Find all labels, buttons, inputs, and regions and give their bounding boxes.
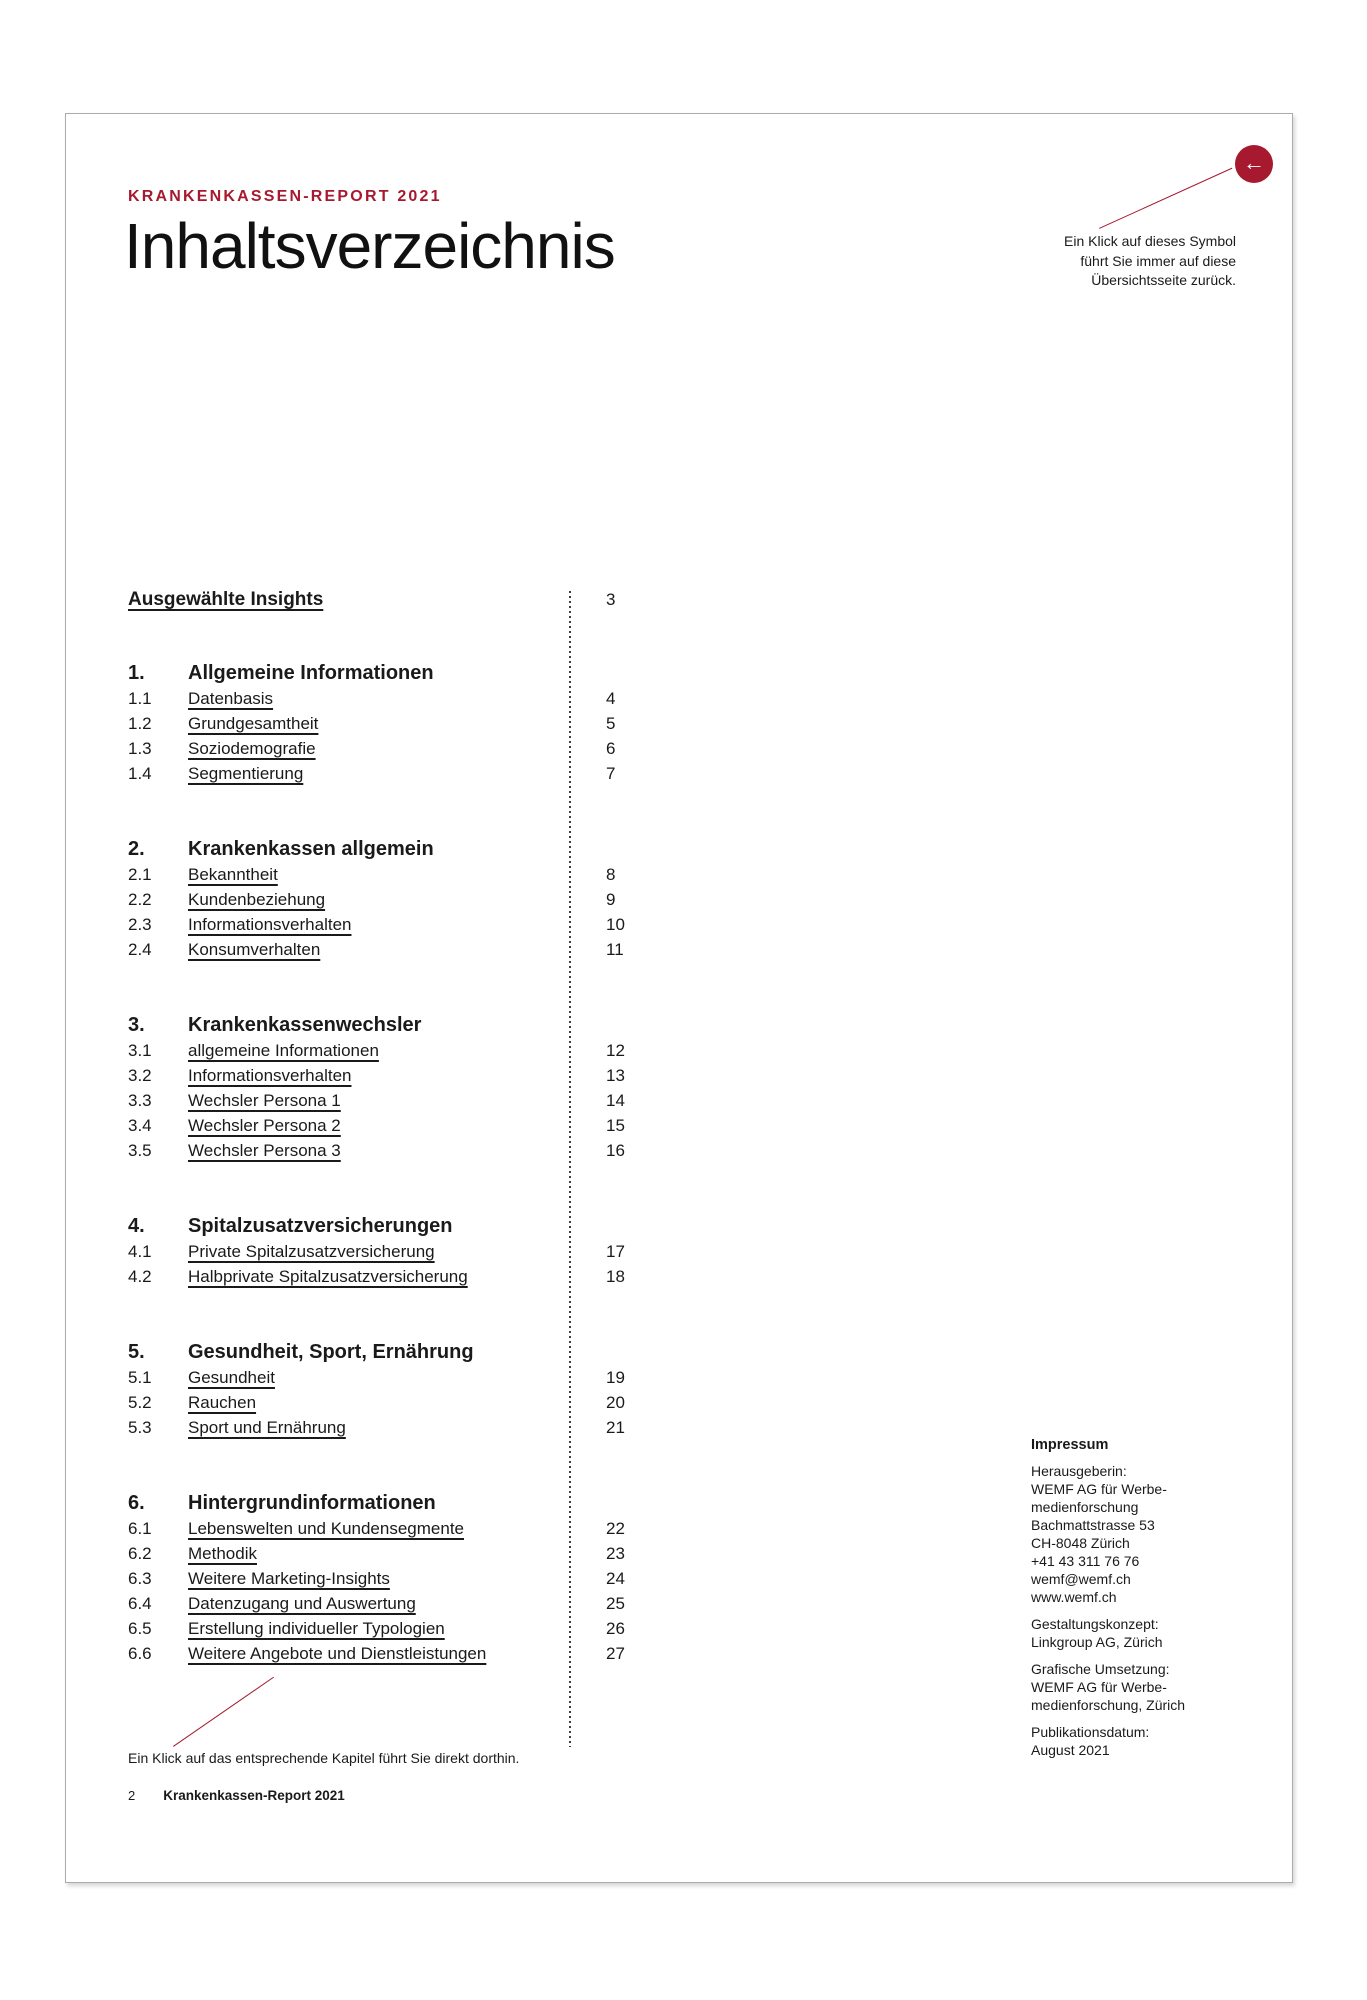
- back-note: [1064, 232, 1236, 291]
- document-page: [65, 113, 1293, 1883]
- toc-row: [128, 1063, 688, 1088]
- toc-item-number: 5.2: [128, 1393, 152, 1412]
- footer-note-pointer-line: [173, 1677, 274, 1747]
- toc-item-link[interactable]: Weitere Angebote und Dienstleistungen: [188, 1644, 487, 1663]
- impressum-line: www.wemf.ch: [1031, 1589, 1117, 1605]
- toc-section: [128, 1339, 688, 1440]
- impressum-line: WEMF AG für Werbe-: [1031, 1481, 1167, 1497]
- toc-item-number: 3.4: [128, 1116, 152, 1135]
- toc-item-number: 2.1: [128, 865, 152, 884]
- toc-section-header: [128, 660, 688, 686]
- toc-item-link[interactable]: Konsumverhalten: [188, 940, 321, 959]
- toc-item-link[interactable]: Private Spitalzusatzversicherung: [188, 1242, 435, 1261]
- toc-page-number: 19: [606, 1368, 625, 1387]
- impressum-line: Gestaltungskonzept:: [1031, 1616, 1159, 1632]
- toc-row: [128, 1113, 688, 1138]
- toc-page-number: 18: [606, 1267, 625, 1286]
- toc-item-link[interactable]: Wechsler Persona 3: [188, 1141, 341, 1160]
- toc-item-link[interactable]: Sport und Ernährung: [188, 1418, 346, 1437]
- toc-page-number: 21: [606, 1418, 625, 1437]
- toc-page-number: 8: [606, 865, 616, 884]
- toc-item-link[interactable]: Erstellung individueller Typologien: [188, 1619, 445, 1638]
- impressum-line: Grafische Umsetzung:: [1031, 1661, 1170, 1677]
- toc-item-number: 4.1: [128, 1242, 152, 1261]
- back-note-line: Ein Klick auf dieses Symbol: [1064, 233, 1236, 249]
- impressum-line: Publikationsdatum:: [1031, 1724, 1150, 1740]
- toc-row: [128, 1415, 688, 1440]
- toc-row: [128, 912, 688, 937]
- left-arrow-icon: ←: [1243, 150, 1265, 175]
- toc-section-number: 6.: [128, 1492, 145, 1514]
- toc-item-number: 4.2: [128, 1267, 152, 1286]
- dotted-divider: [569, 591, 571, 1747]
- toc-item-link[interactable]: Rauchen: [188, 1393, 257, 1412]
- toc-item-number: 5.3: [128, 1418, 152, 1437]
- impressum-line: +41 43 311 76 76: [1031, 1553, 1140, 1569]
- toc-item-number: 1.4: [128, 764, 152, 783]
- toc-section-title: Hintergrundinformationen: [188, 1492, 436, 1514]
- impressum-line: August 2021: [1031, 1742, 1110, 1758]
- toc-section-title: Krankenkassenwechsler: [188, 1014, 422, 1036]
- toc-section-header: [128, 1339, 688, 1365]
- back-note-line: führt Sie immer auf diese: [1080, 252, 1236, 269]
- toc-page-number: 24: [606, 1569, 625, 1588]
- toc-section-number: 2.: [128, 838, 145, 860]
- impressum-line: medienforschung, Zürich: [1031, 1697, 1186, 1713]
- toc-item-number: 6.5: [128, 1619, 152, 1638]
- toc-item-number: 6.4: [128, 1594, 152, 1613]
- impressum: [1031, 1436, 1261, 1768]
- toc-page-number: 25: [606, 1594, 625, 1613]
- toc-page-number: 4: [606, 689, 616, 708]
- toc-item-link[interactable]: Datenzugang und Auswertung: [188, 1594, 416, 1613]
- toc-section: [128, 1213, 688, 1289]
- toc-row: [128, 1541, 688, 1566]
- toc-item-link[interactable]: Segmentierung: [188, 764, 304, 783]
- toc-item-number: 3.3: [128, 1091, 152, 1110]
- toc-item-link[interactable]: Soziodemografie: [188, 739, 316, 758]
- toc-item-number: 1.1: [128, 689, 152, 708]
- toc-item-number: 3.5: [128, 1141, 152, 1160]
- footer-page-number: 2: [128, 1788, 136, 1803]
- impressum-paragraphs: [1031, 1462, 1261, 1759]
- toc-page-number: 10: [606, 915, 625, 934]
- toc-page-number: 14: [606, 1091, 625, 1110]
- toc-row: [128, 686, 688, 711]
- toc-row: [128, 862, 688, 887]
- footer-report-title: Krankenkassen-Report 2021: [163, 1788, 345, 1803]
- impressum-line: WEMF AG für Werbe-: [1031, 1679, 1167, 1695]
- toc-section: [128, 1490, 688, 1666]
- impressum-title: Impressum: [1031, 1437, 1109, 1453]
- toc-row: [128, 1239, 688, 1264]
- toc-item-number: 2.2: [128, 890, 152, 909]
- toc-item-number: 3.2: [128, 1066, 152, 1085]
- toc-row: [128, 887, 688, 912]
- toc-item-link[interactable]: Wechsler Persona 1: [188, 1091, 341, 1110]
- toc-insights-link[interactable]: Ausgewählte Insights: [128, 589, 324, 610]
- toc-page-number: 20: [606, 1393, 625, 1412]
- toc-item-number: 6.1: [128, 1519, 152, 1538]
- toc-page-number: 13: [606, 1066, 625, 1085]
- toc-page-number: 7: [606, 764, 616, 783]
- report-kicker: KRANKENKASSEN-REPORT 2021: [128, 188, 442, 205]
- toc-item-link[interactable]: Datenbasis: [188, 689, 274, 708]
- toc-item-link[interactable]: Halbprivate Spitalzusatzversicherung: [188, 1267, 468, 1286]
- impressum-line: Bachmattstrasse 53: [1031, 1517, 1155, 1533]
- toc-item-link[interactable]: Methodik: [188, 1544, 257, 1563]
- toc-insights-row: [128, 587, 688, 612]
- toc-item-number: 2.4: [128, 940, 152, 959]
- impressum-line: wemf@wemf.ch: [1031, 1571, 1131, 1587]
- toc-section-title: Spitalzusatzversicherungen: [188, 1215, 453, 1237]
- toc-item-number: 1.3: [128, 739, 152, 758]
- impressum-line: medienforschung: [1031, 1499, 1139, 1515]
- impressum-paragraph: [1031, 1615, 1261, 1651]
- toc-section-number: 4.: [128, 1215, 145, 1237]
- toc-row: [128, 736, 688, 761]
- back-button[interactable]: [1235, 145, 1273, 183]
- toc-section: [128, 660, 688, 786]
- back-note-line: Übersichtsseite zurück.: [1091, 272, 1236, 288]
- toc-section: [128, 1012, 688, 1163]
- toc-page-number: 3: [606, 590, 616, 609]
- toc-item-number: 6.6: [128, 1644, 152, 1663]
- toc-item-number: 5.1: [128, 1368, 152, 1387]
- toc-row: [128, 761, 688, 786]
- toc-page-number: 23: [606, 1544, 625, 1563]
- toc-page-number: 27: [606, 1644, 625, 1663]
- toc-page-number: 12: [606, 1041, 625, 1060]
- footer-note: Ein Klick auf das entsprechende Kapitel führt Sie direkt dorthin.: [128, 1750, 520, 1766]
- toc-item-link[interactable]: Lebenswelten und Kundensegmente: [188, 1519, 464, 1538]
- toc-section-header: [128, 1490, 688, 1516]
- toc-row: [128, 1138, 688, 1163]
- toc-row: [128, 1566, 688, 1591]
- toc-row: [128, 1365, 688, 1390]
- toc-section: [128, 836, 688, 962]
- table-of-contents: [128, 587, 688, 1666]
- toc-row: [128, 1591, 688, 1616]
- toc-page-number: 26: [606, 1619, 625, 1638]
- toc-page-number: 6: [606, 739, 616, 758]
- toc-item-number: 3.1: [128, 1041, 152, 1060]
- toc-row: [128, 711, 688, 736]
- toc-item-link[interactable]: Weitere Marketing-Insights: [188, 1569, 390, 1588]
- toc-item-link[interactable]: Informationsverhalten: [188, 1066, 352, 1085]
- toc-item-link[interactable]: Gesundheit: [188, 1368, 275, 1387]
- impressum-paragraph: [1031, 1723, 1261, 1759]
- page-footer: [128, 1788, 345, 1803]
- toc-page-number: 16: [606, 1141, 625, 1160]
- toc-item-number: 1.2: [128, 714, 152, 733]
- toc-section-number: 5.: [128, 1341, 145, 1363]
- impressum-line: Linkgroup AG, Zürich: [1031, 1634, 1163, 1650]
- toc-row: [128, 1038, 688, 1063]
- toc-section-title: Krankenkassen allgemein: [188, 838, 434, 860]
- toc-item-link[interactable]: Kundenbeziehung: [188, 890, 326, 909]
- impressum-line: Herausgeberin:: [1031, 1463, 1127, 1479]
- toc-item-link[interactable]: Wechsler Persona 2: [188, 1116, 341, 1135]
- toc-section-number: 1.: [128, 662, 145, 684]
- toc-item-number: 6.2: [128, 1544, 152, 1563]
- toc-section-header: [128, 1213, 688, 1239]
- toc-row: [128, 1516, 688, 1541]
- toc-row: [128, 1264, 688, 1289]
- toc-page-number: 15: [606, 1116, 625, 1135]
- toc-item-link[interactable]: Informationsverhalten: [188, 915, 352, 934]
- toc-item-link[interactable]: allgemeine Informationen: [188, 1041, 379, 1060]
- toc-page-number: 9: [606, 890, 616, 909]
- toc-row: [128, 1088, 688, 1113]
- toc-section-title: Allgemeine Informationen: [188, 662, 434, 684]
- toc-page-number: 5: [606, 714, 616, 733]
- toc-page-number: 22: [606, 1519, 625, 1538]
- impressum-paragraph: [1031, 1462, 1261, 1606]
- toc-item-number: 2.3: [128, 915, 152, 934]
- toc-section-title: Gesundheit, Sport, Ernährung: [188, 1341, 474, 1363]
- toc-page-number: 17: [606, 1242, 625, 1261]
- toc-row: [128, 1641, 688, 1666]
- toc-sections: [128, 660, 688, 1666]
- toc-section-header: [128, 1012, 688, 1038]
- toc-section-number: 3.: [128, 1014, 145, 1036]
- impressum-line: CH-8048 Zürich: [1031, 1535, 1130, 1551]
- back-note-pointer-line: [1099, 168, 1232, 229]
- impressum-paragraph: [1031, 1660, 1261, 1714]
- toc-item-number: 6.3: [128, 1569, 152, 1588]
- toc-page-number: 11: [606, 940, 624, 959]
- page-title: Inhaltsverzeichnis: [124, 210, 615, 282]
- toc-item-link[interactable]: Grundgesamtheit: [188, 714, 319, 733]
- toc-section-header: [128, 836, 688, 862]
- toc-item-link[interactable]: Bekanntheit: [188, 865, 278, 884]
- toc-row: [128, 937, 688, 962]
- toc-row: [128, 1616, 688, 1641]
- toc-row: [128, 1390, 688, 1415]
